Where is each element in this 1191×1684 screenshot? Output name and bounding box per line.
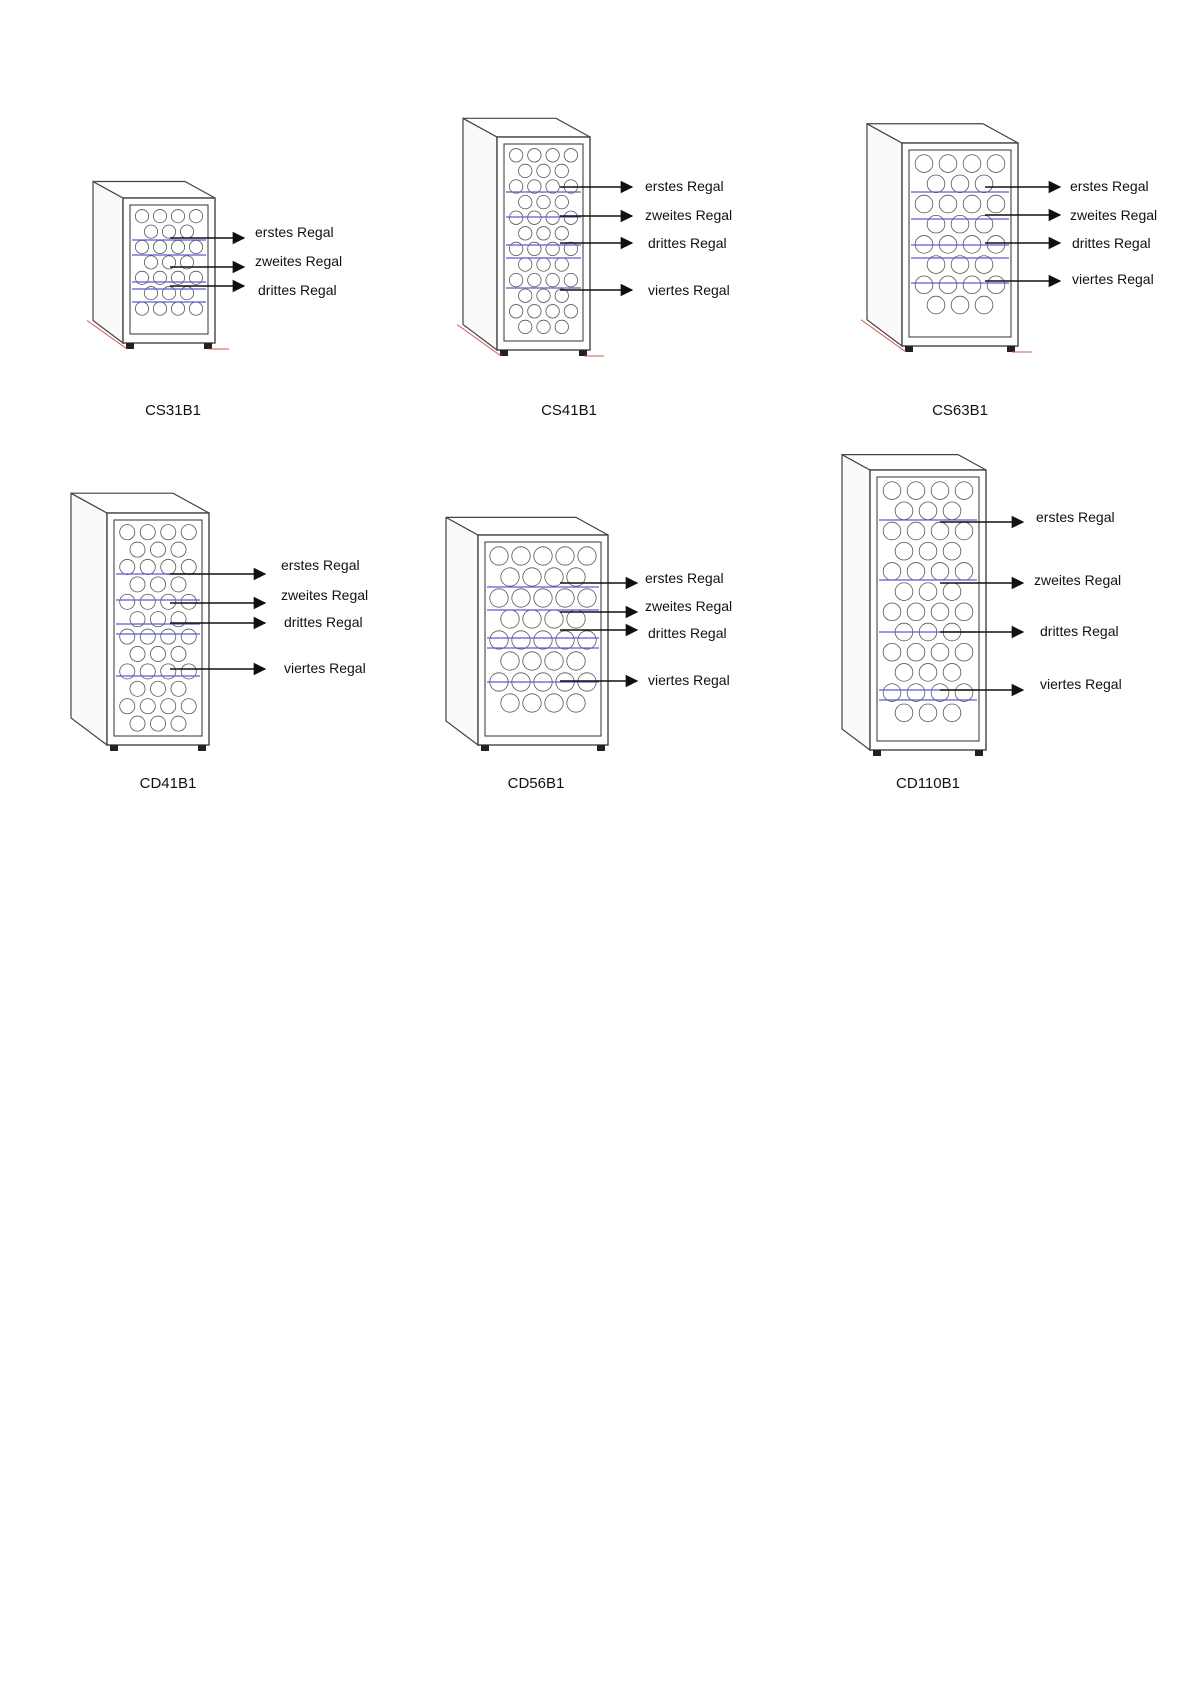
- bottle: [181, 594, 196, 609]
- bottle: [546, 242, 559, 255]
- bottle: [919, 542, 937, 560]
- cabinet-foot: [110, 745, 118, 751]
- bottle: [528, 242, 541, 255]
- bottle: [490, 547, 508, 565]
- bottle: [130, 577, 145, 592]
- bottle: [528, 211, 541, 224]
- bottle: [943, 664, 961, 682]
- bottle: [931, 603, 949, 621]
- bottle: [895, 583, 913, 601]
- bottle: [975, 296, 993, 314]
- bottle: [519, 227, 532, 240]
- bottle: [130, 542, 145, 557]
- bottle: [537, 320, 550, 333]
- bottle: [883, 522, 901, 540]
- bottle: [545, 694, 563, 712]
- bottle: [537, 227, 550, 240]
- diagram-cd110b1: [842, 455, 1122, 792]
- cabinet-drawing: [446, 517, 608, 751]
- bottle: [534, 547, 552, 565]
- cabinet-drawing: [842, 455, 986, 756]
- bottle: [153, 210, 166, 223]
- shelf-label: erstes Regal: [645, 178, 724, 194]
- cabinet-foot: [204, 343, 212, 349]
- cabinet-side: [867, 124, 902, 346]
- bottle: [140, 525, 155, 540]
- bottle: [130, 646, 145, 661]
- bottle: [955, 684, 973, 702]
- bottle: [140, 594, 155, 609]
- bottle: [534, 589, 552, 607]
- bottle: [509, 242, 522, 255]
- shelf-label: drittes Regal: [648, 625, 727, 641]
- bottle: [546, 211, 559, 224]
- cabinet-drawing: [457, 118, 604, 356]
- shelf-label: zweites Regal: [1070, 207, 1158, 223]
- bottle: [181, 664, 196, 679]
- shelf-label: viertes Regal: [284, 660, 366, 676]
- bottle: [963, 276, 981, 294]
- shelf-label: drittes Regal: [258, 282, 337, 298]
- shelf-label: viertes Regal: [1072, 271, 1154, 287]
- bottle: [546, 273, 559, 286]
- bottle: [939, 276, 957, 294]
- bottle: [181, 629, 196, 644]
- bottle: [501, 652, 519, 670]
- bottle: [895, 704, 913, 722]
- bottle: [931, 522, 949, 540]
- shelf-label: viertes Regal: [1040, 676, 1122, 692]
- bottle: [895, 664, 913, 682]
- bottle: [150, 577, 165, 592]
- bottle: [564, 211, 577, 224]
- cabinet-foot: [198, 745, 206, 751]
- bottle: [556, 589, 574, 607]
- cabinet-drawing: [87, 182, 229, 350]
- bottle: [919, 502, 937, 520]
- bottle: [537, 195, 550, 208]
- model-name: CS63B1: [932, 402, 988, 419]
- bottle: [564, 305, 577, 318]
- bottle: [955, 482, 973, 500]
- bottle: [578, 547, 596, 565]
- bottle: [135, 302, 148, 315]
- model-name: CD56B1: [507, 775, 565, 792]
- cabinet-side: [93, 182, 123, 344]
- bottle: [140, 629, 155, 644]
- bottle: [943, 502, 961, 520]
- bottle: [907, 643, 925, 661]
- bottle: [161, 699, 176, 714]
- bottle: [951, 296, 969, 314]
- bottle: [987, 195, 1005, 213]
- bottle: [907, 522, 925, 540]
- shelf-label: drittes Regal: [1072, 235, 1151, 251]
- bottle: [987, 155, 1005, 173]
- diagram-cs41b1: [457, 118, 732, 419]
- bottle: [907, 482, 925, 500]
- bottle: [519, 320, 532, 333]
- shelf-label: zweites Regal: [645, 598, 733, 614]
- cabinet-side: [842, 455, 870, 750]
- bottle: [523, 568, 541, 586]
- cabinet-foot: [126, 343, 134, 349]
- shelf-label: viertes Regal: [648, 282, 730, 298]
- shelf-label: erstes Regal: [255, 224, 334, 240]
- bottle: [509, 211, 522, 224]
- bottle: [523, 652, 541, 670]
- bottle: [927, 215, 945, 233]
- cabinet-drawing: [861, 124, 1032, 352]
- bottle: [931, 482, 949, 500]
- bottle: [537, 258, 550, 271]
- bottle: [546, 180, 559, 193]
- shelf-label: erstes Regal: [645, 570, 724, 586]
- bottle: [555, 289, 568, 302]
- bottle: [501, 610, 519, 628]
- bottle: [519, 195, 532, 208]
- shelf-label: viertes Regal: [648, 672, 730, 688]
- bottle: [140, 664, 155, 679]
- bottle: [939, 195, 957, 213]
- bottle: [963, 155, 981, 173]
- bottle: [919, 664, 937, 682]
- bottle: [180, 225, 193, 238]
- bottle: [519, 289, 532, 302]
- model-name: CD41B1: [139, 775, 197, 792]
- shelf-label: zweites Regal: [281, 587, 369, 603]
- bottle: [161, 629, 176, 644]
- bottle: [120, 525, 135, 540]
- bottle: [189, 302, 202, 315]
- bottle: [564, 149, 577, 162]
- bottle: [130, 716, 145, 731]
- bottle: [975, 215, 993, 233]
- bottle: [144, 225, 157, 238]
- bottle: [955, 603, 973, 621]
- bottle: [915, 195, 933, 213]
- diagram-cd41b1: [71, 493, 368, 792]
- bottle: [895, 502, 913, 520]
- bottle: [171, 681, 186, 696]
- bottle: [555, 320, 568, 333]
- bottle: [171, 577, 186, 592]
- bottle: [537, 289, 550, 302]
- bottle: [963, 195, 981, 213]
- bottle: [555, 227, 568, 240]
- bottle: [120, 594, 135, 609]
- bottle: [883, 482, 901, 500]
- cabinet-side: [463, 118, 497, 350]
- bottle: [545, 652, 563, 670]
- bottle: [555, 258, 568, 271]
- bottle: [523, 610, 541, 628]
- bottle: [975, 175, 993, 193]
- bottle: [895, 542, 913, 560]
- bottle: [181, 525, 196, 540]
- bottle: [578, 589, 596, 607]
- shelf-label: drittes Regal: [284, 614, 363, 630]
- bottle: [153, 302, 166, 315]
- bottle: [555, 164, 568, 177]
- cabinet-foot: [481, 745, 489, 751]
- bottle: [512, 631, 530, 649]
- bottle: [523, 694, 541, 712]
- bottle: [120, 699, 135, 714]
- bottle: [534, 631, 552, 649]
- bottle: [528, 305, 541, 318]
- bottle: [150, 646, 165, 661]
- shelf-label: zweites Regal: [255, 253, 343, 269]
- bottle: [528, 180, 541, 193]
- bottle: [153, 240, 166, 253]
- bottle: [171, 542, 186, 557]
- cabinet-foot: [1007, 346, 1015, 352]
- bottle: [537, 164, 550, 177]
- bottle: [927, 296, 945, 314]
- bottle: [919, 704, 937, 722]
- bottle: [161, 594, 176, 609]
- shelf-label: zweites Regal: [1034, 572, 1122, 588]
- bottle: [171, 646, 186, 661]
- bottle: [567, 694, 585, 712]
- bottle: [943, 704, 961, 722]
- cabinet-foot: [500, 350, 508, 356]
- bottle: [120, 559, 135, 574]
- bottle: [987, 276, 1005, 294]
- bottle: [161, 559, 176, 574]
- bottle: [564, 242, 577, 255]
- bottle: [135, 210, 148, 223]
- bottle: [883, 684, 901, 702]
- shelf-label: drittes Regal: [1040, 623, 1119, 639]
- diagram-cs31b1: [87, 182, 342, 420]
- bottle: [171, 302, 184, 315]
- bottle: [501, 568, 519, 586]
- bottle: [915, 276, 933, 294]
- model-name: CD110B1: [896, 775, 960, 792]
- bottle: [931, 643, 949, 661]
- cabinet-side: [71, 493, 107, 745]
- bottle: [519, 164, 532, 177]
- shelf-label: erstes Regal: [1070, 178, 1149, 194]
- bottle: [555, 195, 568, 208]
- bottle: [955, 643, 973, 661]
- bottle: [943, 583, 961, 601]
- bottle: [528, 149, 541, 162]
- bottle: [189, 210, 202, 223]
- cabinet-foot: [975, 750, 983, 756]
- bottle: [512, 589, 530, 607]
- diagram-cs63b1: [861, 124, 1157, 419]
- bottle: [519, 258, 532, 271]
- bottle: [556, 631, 574, 649]
- cabinet-side: [446, 517, 478, 745]
- bottle: [161, 664, 176, 679]
- shelf-label: zweites Regal: [645, 207, 733, 223]
- bottle: [907, 684, 925, 702]
- bottle: [120, 664, 135, 679]
- model-name: CS41B1: [541, 402, 597, 419]
- bottle: [546, 305, 559, 318]
- bottle: [512, 547, 530, 565]
- bottle: [546, 149, 559, 162]
- bottle: [509, 273, 522, 286]
- bottle: [931, 684, 949, 702]
- bottle: [955, 563, 973, 581]
- bottle: [883, 563, 901, 581]
- bottle: [162, 225, 175, 238]
- bottle: [919, 583, 937, 601]
- bottle: [181, 559, 196, 574]
- bottle: [951, 215, 969, 233]
- bottle: [490, 631, 508, 649]
- bottle: [951, 175, 969, 193]
- bottle: [907, 563, 925, 581]
- shelf-label: erstes Regal: [281, 557, 360, 573]
- bottle: [181, 699, 196, 714]
- cabinet-foot: [579, 350, 587, 356]
- bottle: [907, 603, 925, 621]
- bottle: [927, 175, 945, 193]
- model-name: CS31B1: [145, 402, 201, 419]
- bottle: [556, 547, 574, 565]
- bottle: [140, 699, 155, 714]
- bottle: [171, 210, 184, 223]
- cabinet-drawing: [71, 493, 209, 751]
- bottle: [509, 149, 522, 162]
- bottle: [528, 273, 541, 286]
- bottle: [140, 559, 155, 574]
- bottle: [161, 525, 176, 540]
- bottle: [883, 603, 901, 621]
- bottle: [578, 631, 596, 649]
- bottle: [130, 681, 145, 696]
- shelf-label: drittes Regal: [648, 235, 727, 251]
- bottle: [490, 589, 508, 607]
- bottle: [509, 305, 522, 318]
- bottle: [564, 273, 577, 286]
- bottle: [567, 652, 585, 670]
- shelf-label: erstes Regal: [1036, 509, 1115, 525]
- cabinet-foot: [873, 750, 881, 756]
- bottle: [150, 716, 165, 731]
- cabinet-foot: [905, 346, 913, 352]
- bottle: [150, 542, 165, 557]
- bottle: [931, 563, 949, 581]
- bottle: [501, 694, 519, 712]
- bottle: [939, 155, 957, 173]
- cabinet-foot: [597, 745, 605, 751]
- diagram-cd56b1: [446, 517, 732, 792]
- bottle: [171, 716, 186, 731]
- bottle: [955, 522, 973, 540]
- bottle: [883, 643, 901, 661]
- bottle: [509, 180, 522, 193]
- bottle: [120, 629, 135, 644]
- bottle: [171, 240, 184, 253]
- bottle: [150, 681, 165, 696]
- bottle: [189, 240, 202, 253]
- bottle: [135, 240, 148, 253]
- bottle: [943, 542, 961, 560]
- bottle: [915, 155, 933, 173]
- bottle: [144, 256, 157, 269]
